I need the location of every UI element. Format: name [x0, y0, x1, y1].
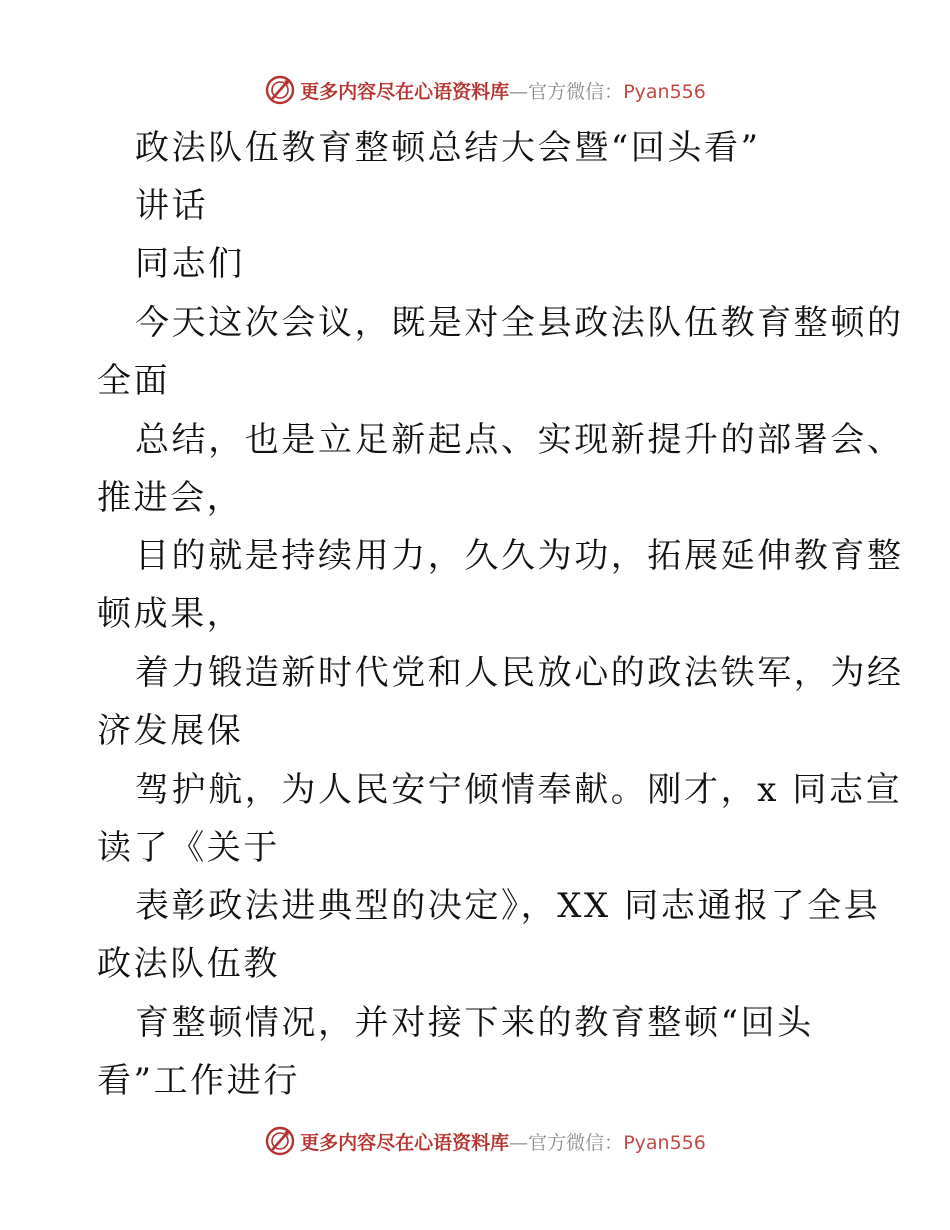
paragraph-line: 读了《关于 [97, 828, 280, 868]
paragraph-line: 全面 [97, 361, 171, 401]
paragraph-line: 着力锻造新时代党和人民放心的政法铁军，为经 [135, 653, 904, 693]
banner-wechat-label: 官方微信： [528, 1131, 624, 1154]
banner-main-text: 更多内容尽在心语资料库 [300, 80, 510, 103]
title-line-2: 讲话 [135, 186, 209, 226]
footer-banner-text [300, 1128, 706, 1155]
banner-wechat-label: 官方微信： [528, 80, 624, 103]
paragraph-line: 政法队伍教 [97, 944, 280, 984]
paragraph-line: 育整顿情况，并对接下来的教育整顿“回头 [135, 1003, 814, 1043]
paragraph-line: 推进会， [97, 478, 244, 518]
paragraph-line: 总结，也是立足新起点、实现新提升的部署会、 [135, 420, 904, 460]
paragraph-line: 驾护航，为人民安宁倾情奉献。刚才，x 同志宣 [135, 770, 903, 810]
banner-wechat-id: Pyan556 [623, 80, 706, 103]
paragraph-line: 济发展保 [97, 711, 244, 751]
paragraph-line: 今天这次会议，既是对全县政法队伍教育整顿的 [135, 303, 904, 343]
header-banner-text [300, 77, 706, 104]
banner-dash: — [509, 80, 529, 103]
footer-banner-content [264, 1125, 706, 1157]
title-line-1: 政法队伍教育整顿总结大会暨“回头看” [135, 128, 761, 168]
paragraph-line: 看”工作进行 [97, 1061, 300, 1101]
paragraph-line: 顿成果， [97, 594, 244, 634]
header-banner-content [264, 74, 706, 106]
banner-dash: — [509, 1131, 529, 1154]
footer-banner [0, 1121, 950, 1161]
paragraph-line: 目的就是持续用力，久久为功，拓展延伸教育整 [135, 536, 904, 576]
banner-main-text: 更多内容尽在心语资料库 [300, 1131, 510, 1154]
banner-wechat-id: Pyan556 [623, 1131, 706, 1154]
seal-logo-icon [264, 74, 296, 106]
seal-logo-icon [264, 1125, 296, 1157]
salutation: 同志们 [135, 244, 245, 284]
header-banner [0, 70, 950, 110]
paragraph-line: 表彰政法进典型的决定》，XX 同志通报了全县 [135, 886, 881, 926]
